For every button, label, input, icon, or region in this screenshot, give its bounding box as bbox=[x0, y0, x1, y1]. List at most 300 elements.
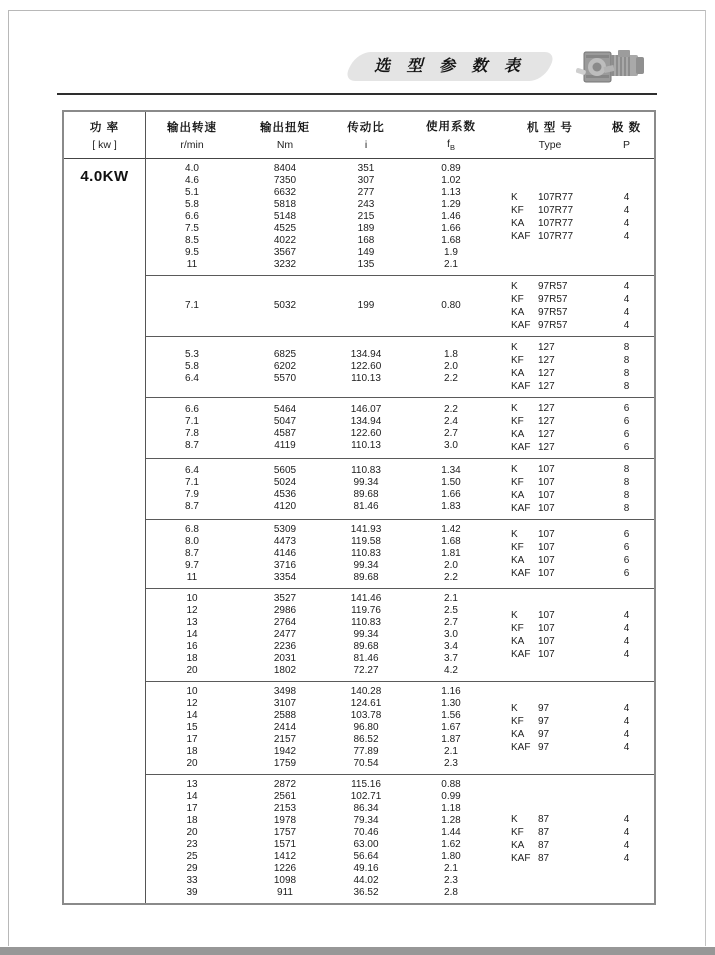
torque-value: 2588 bbox=[273, 710, 297, 721]
type-model: 107R77 bbox=[538, 218, 574, 229]
table-row-group bbox=[145, 275, 654, 336]
torque-value: 3107 bbox=[273, 698, 297, 709]
poles-value: 6 bbox=[623, 429, 630, 440]
torque-value: 2153 bbox=[273, 803, 297, 814]
type-value bbox=[511, 402, 599, 415]
type-model: 107 bbox=[538, 503, 555, 514]
ratio-value: 96.80 bbox=[353, 722, 379, 733]
ratio-value: 77.89 bbox=[353, 746, 379, 757]
poles-value: 8 bbox=[623, 368, 630, 379]
type-value bbox=[511, 217, 599, 230]
ratio-value: 119.76 bbox=[351, 605, 381, 616]
rpm-value: 5.8 bbox=[185, 199, 199, 210]
rpm-value: 14 bbox=[186, 629, 198, 640]
type-value bbox=[511, 728, 599, 741]
table-row-group bbox=[145, 588, 654, 681]
torque-value: 2477 bbox=[273, 629, 297, 640]
torque-value: 4119 bbox=[274, 440, 296, 451]
rpm-value-stack bbox=[145, 465, 239, 513]
service-factor-value: 1.83 bbox=[441, 501, 461, 512]
type-stack bbox=[501, 813, 599, 865]
power-column bbox=[64, 159, 145, 903]
ratio-value: 103.78 bbox=[350, 710, 382, 721]
service-factor-value-stack bbox=[401, 779, 501, 899]
type-value bbox=[511, 476, 599, 489]
torque-value: 5818 bbox=[273, 199, 297, 210]
torque-value: 6825 bbox=[273, 349, 297, 360]
ratio-value: 119.58 bbox=[351, 536, 381, 547]
ratio-value: 351 bbox=[357, 163, 375, 174]
poles-value: 4 bbox=[623, 716, 630, 727]
type-prefix: KA bbox=[511, 429, 525, 440]
type-prefix: KAF bbox=[511, 503, 531, 514]
type-stack bbox=[501, 609, 599, 661]
type-value bbox=[511, 204, 599, 217]
rpm-value: 8.7 bbox=[185, 501, 199, 512]
rpm-value: 12 bbox=[186, 605, 198, 616]
torque-value: 3716 bbox=[273, 560, 297, 571]
rpm-value: 6.6 bbox=[185, 404, 199, 415]
torque-value: 2031 bbox=[273, 653, 297, 664]
rpm-value-stack bbox=[145, 163, 239, 271]
type-stack bbox=[501, 528, 599, 580]
poles-value: 4 bbox=[623, 827, 630, 838]
poles-value: 6 bbox=[623, 555, 630, 566]
type-model: 127 bbox=[538, 342, 555, 353]
type-value bbox=[511, 415, 599, 428]
service-factor-value-stack bbox=[401, 163, 501, 271]
type-prefix: K bbox=[511, 281, 518, 292]
poles-value: 4 bbox=[623, 742, 630, 753]
type-value bbox=[511, 648, 599, 661]
type-model: 107 bbox=[538, 636, 555, 647]
rpm-value: 7.5 bbox=[185, 223, 199, 234]
rpm-value: 4.6 bbox=[185, 175, 199, 186]
ratio-value: 49.16 bbox=[353, 863, 379, 874]
ratio-value: 102.71 bbox=[350, 791, 382, 802]
service-factor-value: 2.3 bbox=[444, 875, 458, 886]
page-edge-left bbox=[8, 10, 9, 946]
header-ratio: 传动比 i bbox=[347, 122, 385, 151]
poles-value: 8 bbox=[623, 355, 630, 366]
header-poles: 极 数 P bbox=[611, 122, 642, 151]
service-factor-value: 1.87 bbox=[441, 734, 461, 745]
ratio-value-stack bbox=[331, 349, 401, 385]
torque-value-stack bbox=[239, 404, 331, 452]
poles-value: 6 bbox=[623, 416, 630, 427]
torque-value-stack bbox=[239, 300, 331, 312]
ratio-value-stack bbox=[331, 593, 401, 677]
poles-value: 4 bbox=[623, 729, 630, 740]
type-value bbox=[511, 622, 599, 635]
type-model: 127 bbox=[538, 368, 555, 379]
type-model: 107R77 bbox=[538, 192, 574, 203]
type-model: 107 bbox=[538, 623, 555, 634]
type-model: 97R57 bbox=[538, 281, 568, 292]
type-stack bbox=[501, 463, 599, 515]
torque-value: 1098 bbox=[273, 875, 297, 886]
torque-value: 1802 bbox=[273, 665, 297, 676]
ratio-value: 141.93 bbox=[350, 524, 382, 535]
rpm-value: 18 bbox=[186, 815, 198, 826]
type-prefix: KF bbox=[511, 355, 524, 366]
torque-value: 3498 bbox=[273, 686, 297, 697]
service-factor-value-stack bbox=[401, 404, 501, 452]
type-value bbox=[511, 380, 599, 393]
rpm-value: 39 bbox=[186, 887, 198, 898]
poles-value: 4 bbox=[623, 814, 630, 825]
type-model: 107 bbox=[538, 568, 555, 579]
selection-parameter-table bbox=[62, 110, 656, 905]
ratio-value: 110.83 bbox=[351, 548, 381, 559]
page-edge-right bbox=[705, 10, 706, 946]
service-factor-value-stack bbox=[401, 349, 501, 385]
type-model: 107R77 bbox=[538, 205, 574, 216]
ratio-value-stack bbox=[331, 686, 401, 770]
poles-value: 4 bbox=[623, 636, 630, 647]
ratio-value: 307 bbox=[357, 175, 375, 186]
rpm-value: 29 bbox=[186, 863, 198, 874]
header-type: 机 型 号 Type bbox=[527, 122, 573, 151]
service-factor-value: 1.28 bbox=[441, 815, 461, 826]
rpm-value-stack bbox=[145, 593, 239, 677]
service-factor-value: 1.80 bbox=[441, 851, 461, 862]
poles-value: 6 bbox=[623, 568, 630, 579]
rpm-value: 14 bbox=[186, 710, 198, 721]
service-factor-value: 2.1 bbox=[444, 593, 458, 604]
ratio-value: 141.46 bbox=[350, 593, 382, 604]
ratio-value: 124.61 bbox=[350, 698, 382, 709]
ratio-value: 122.60 bbox=[350, 428, 382, 439]
type-prefix: KA bbox=[511, 218, 525, 229]
header-output-torque: 输出扭矩 Nm bbox=[260, 122, 310, 151]
service-factor-value: 2.7 bbox=[444, 617, 458, 628]
rpm-value: 8.7 bbox=[185, 548, 199, 559]
torque-value: 1759 bbox=[273, 758, 297, 769]
type-model: 107 bbox=[538, 490, 555, 501]
torque-value: 3354 bbox=[273, 572, 297, 583]
poles-value: 4 bbox=[623, 853, 630, 864]
ratio-value: 110.83 bbox=[351, 617, 381, 628]
poles-value: 4 bbox=[623, 218, 630, 229]
table-row-group bbox=[145, 774, 654, 903]
type-prefix: K bbox=[511, 814, 518, 825]
rpm-value: 17 bbox=[186, 803, 198, 814]
table-header-row bbox=[64, 112, 654, 159]
rpm-value: 20 bbox=[186, 665, 198, 676]
rpm-value: 8.5 bbox=[185, 235, 199, 246]
service-factor-value: 0.89 bbox=[441, 163, 461, 174]
header-power: 功 率 [ kw ] bbox=[89, 122, 120, 151]
service-factor-value: 1.56 bbox=[441, 710, 461, 721]
type-model: 107 bbox=[538, 610, 555, 621]
type-prefix: KF bbox=[511, 827, 524, 838]
type-value bbox=[511, 554, 599, 567]
poles-stack bbox=[599, 341, 654, 393]
service-factor-value: 2.1 bbox=[444, 746, 458, 757]
service-factor-value: 3.0 bbox=[444, 629, 458, 640]
rpm-value: 7.9 bbox=[185, 489, 199, 500]
ratio-value: 70.46 bbox=[353, 827, 379, 838]
table-row-group bbox=[145, 681, 654, 774]
rpm-value: 18 bbox=[186, 746, 198, 757]
page-title-banner bbox=[342, 52, 557, 81]
service-factor-value: 0.88 bbox=[441, 779, 461, 790]
poles-value: 4 bbox=[623, 192, 630, 203]
service-factor-value: 1.66 bbox=[441, 489, 461, 500]
ratio-value: 168 bbox=[357, 235, 375, 246]
service-factor-value-stack bbox=[401, 300, 501, 312]
table-row-group bbox=[145, 397, 654, 458]
type-value bbox=[511, 341, 599, 354]
type-prefix: K bbox=[511, 342, 518, 353]
service-factor-value: 1.34 bbox=[441, 465, 461, 476]
service-factor-value: 1.67 bbox=[441, 722, 461, 733]
rpm-value: 10 bbox=[186, 593, 198, 604]
type-prefix: K bbox=[511, 703, 518, 714]
rpm-value: 17 bbox=[186, 734, 198, 745]
torque-value: 2986 bbox=[273, 605, 297, 616]
type-prefix: KAF bbox=[511, 320, 531, 331]
torque-value-stack bbox=[239, 163, 331, 271]
type-value bbox=[511, 609, 599, 622]
rpm-value: 5.3 bbox=[185, 349, 199, 360]
ratio-value-stack bbox=[331, 779, 401, 899]
page-bottom-band bbox=[0, 947, 715, 955]
type-model: 107 bbox=[538, 555, 555, 566]
service-factor-value: 2.8 bbox=[444, 887, 458, 898]
ratio-value-stack bbox=[331, 163, 401, 271]
table-row-group bbox=[145, 519, 654, 588]
type-model: 97 bbox=[538, 742, 550, 753]
type-model: 97 bbox=[538, 703, 550, 714]
rpm-value: 16 bbox=[186, 641, 198, 652]
type-value bbox=[511, 428, 599, 441]
rpm-value: 15 bbox=[186, 722, 198, 733]
service-factor-value: 1.44 bbox=[441, 827, 461, 838]
service-factor-value: 1.8 bbox=[444, 349, 458, 360]
type-model: 127 bbox=[538, 381, 555, 392]
rpm-value: 23 bbox=[186, 839, 198, 850]
rpm-value: 10 bbox=[186, 686, 198, 697]
rpm-value: 8.0 bbox=[185, 536, 199, 547]
type-model: 97 bbox=[538, 729, 550, 740]
type-model: 107 bbox=[538, 477, 555, 488]
type-prefix: K bbox=[511, 610, 518, 621]
type-value bbox=[511, 826, 599, 839]
service-factor-value: 2.2 bbox=[444, 572, 458, 583]
ratio-value: 277 bbox=[357, 187, 375, 198]
poles-stack bbox=[599, 402, 654, 454]
ratio-value: 110.83 bbox=[351, 465, 381, 476]
rpm-value: 6.8 bbox=[185, 524, 199, 535]
service-factor-value-stack bbox=[401, 686, 501, 770]
torque-value: 2236 bbox=[273, 641, 297, 652]
ratio-value: 140.28 bbox=[350, 686, 382, 697]
service-factor-value: 1.9 bbox=[444, 247, 458, 258]
service-factor-value: 3.4 bbox=[444, 641, 458, 652]
ratio-value-stack bbox=[331, 524, 401, 584]
type-prefix: KF bbox=[511, 716, 524, 727]
poles-stack bbox=[599, 813, 654, 865]
torque-value-stack bbox=[239, 779, 331, 899]
power-column-divider bbox=[145, 112, 146, 903]
rpm-value: 25 bbox=[186, 851, 198, 862]
ratio-value: 56.64 bbox=[353, 851, 379, 862]
type-stack bbox=[501, 191, 599, 243]
type-value bbox=[511, 306, 599, 319]
service-factor-value: 2.5 bbox=[444, 605, 458, 616]
rpm-value: 18 bbox=[186, 653, 198, 664]
ratio-value: 199 bbox=[357, 300, 375, 311]
type-prefix: KA bbox=[511, 490, 525, 501]
type-prefix: KAF bbox=[511, 442, 531, 453]
service-factor-value: 1.42 bbox=[441, 524, 461, 535]
type-prefix: K bbox=[511, 403, 518, 414]
torque-value: 5605 bbox=[273, 465, 297, 476]
service-factor-value: 1.81 bbox=[441, 548, 461, 559]
type-prefix: KAF bbox=[511, 568, 531, 579]
torque-value-stack bbox=[239, 465, 331, 513]
type-prefix: KAF bbox=[511, 231, 531, 242]
type-value bbox=[511, 702, 599, 715]
rpm-value: 20 bbox=[186, 827, 198, 838]
service-factor-value: 1.02 bbox=[441, 175, 461, 186]
ratio-value: 110.13 bbox=[351, 373, 381, 384]
type-value bbox=[511, 502, 599, 515]
service-factor-value: 4.2 bbox=[444, 665, 458, 676]
poles-value: 4 bbox=[623, 320, 630, 331]
rpm-value-stack bbox=[145, 524, 239, 584]
poles-value: 4 bbox=[623, 840, 630, 851]
type-prefix: KA bbox=[511, 840, 525, 851]
torque-value: 1942 bbox=[273, 746, 297, 757]
poles-value: 4 bbox=[623, 231, 630, 242]
type-model: 127 bbox=[538, 355, 555, 366]
poles-value: 4 bbox=[623, 307, 630, 318]
torque-value: 1226 bbox=[273, 863, 297, 874]
service-factor-value: 3.0 bbox=[444, 440, 458, 451]
torque-value: 5032 bbox=[273, 300, 297, 311]
table-body bbox=[64, 159, 654, 903]
type-prefix: KAF bbox=[511, 649, 531, 660]
service-factor-value: 2.7 bbox=[444, 428, 458, 439]
type-value bbox=[511, 319, 599, 332]
poles-stack bbox=[599, 191, 654, 243]
type-prefix: KAF bbox=[511, 381, 531, 392]
type-value bbox=[511, 367, 599, 380]
poles-value: 6 bbox=[623, 442, 630, 453]
rpm-value: 20 bbox=[186, 758, 198, 769]
torque-value: 5047 bbox=[273, 416, 297, 427]
power-value: 4.0KW bbox=[80, 168, 129, 185]
rpm-value: 14 bbox=[186, 791, 198, 802]
rpm-value: 13 bbox=[186, 617, 198, 628]
ratio-value: 81.46 bbox=[353, 501, 379, 512]
type-prefix: K bbox=[511, 192, 518, 203]
torque-value: 6632 bbox=[273, 187, 297, 198]
poles-value: 8 bbox=[623, 490, 630, 501]
rpm-value: 6.4 bbox=[185, 465, 199, 476]
rpm-value: 11 bbox=[186, 572, 198, 583]
poles-value: 4 bbox=[623, 649, 630, 660]
ratio-value: 99.34 bbox=[353, 477, 379, 488]
ratio-value: 86.52 bbox=[353, 734, 379, 745]
rpm-value-stack bbox=[145, 404, 239, 452]
poles-value: 4 bbox=[623, 205, 630, 216]
ratio-value: 79.34 bbox=[353, 815, 379, 826]
ratio-value: 243 bbox=[357, 199, 375, 210]
rpm-value: 5.8 bbox=[185, 361, 199, 372]
ratio-value-stack bbox=[331, 465, 401, 513]
type-value bbox=[511, 230, 599, 243]
torque-value: 8404 bbox=[273, 163, 297, 174]
type-value bbox=[511, 489, 599, 502]
rpm-value: 4.0 bbox=[185, 163, 199, 174]
service-factor-value: 1.62 bbox=[441, 839, 461, 850]
type-model: 107 bbox=[538, 529, 555, 540]
torque-value: 4587 bbox=[273, 428, 297, 439]
header-rule bbox=[57, 93, 657, 95]
service-factor-value-stack bbox=[401, 593, 501, 677]
rpm-value: 13 bbox=[186, 779, 198, 790]
type-value bbox=[511, 280, 599, 293]
type-value bbox=[511, 813, 599, 826]
page-edge-top bbox=[8, 10, 706, 11]
page-title: 选 型 参 数 表 bbox=[374, 58, 526, 75]
type-prefix: KF bbox=[511, 623, 524, 634]
type-prefix: KA bbox=[511, 636, 525, 647]
rpm-value: 6.6 bbox=[185, 211, 199, 222]
type-model: 107 bbox=[538, 649, 555, 660]
torque-value: 1978 bbox=[273, 815, 297, 826]
service-factor-value: 2.1 bbox=[444, 259, 458, 270]
torque-value-stack bbox=[239, 593, 331, 677]
ratio-value: 122.60 bbox=[350, 361, 382, 372]
gearmotor-photo bbox=[576, 42, 650, 92]
ratio-value: 115.16 bbox=[351, 779, 381, 790]
type-stack bbox=[501, 280, 599, 332]
torque-value: 1571 bbox=[273, 839, 297, 850]
type-prefix: KF bbox=[511, 205, 524, 216]
service-factor-value-stack bbox=[401, 465, 501, 513]
torque-value: 2764 bbox=[273, 617, 297, 628]
rpm-value: 9.5 bbox=[185, 247, 199, 258]
rpm-value: 7.8 bbox=[185, 428, 199, 439]
ratio-value: 149 bbox=[357, 247, 375, 258]
ratio-value: 86.34 bbox=[353, 803, 379, 814]
poles-value: 4 bbox=[623, 294, 630, 305]
type-prefix: KF bbox=[511, 477, 524, 488]
torque-value: 4525 bbox=[273, 223, 297, 234]
torque-value: 3232 bbox=[273, 259, 297, 270]
ratio-value: 135 bbox=[357, 259, 375, 270]
ratio-value: 99.34 bbox=[353, 560, 379, 571]
poles-value: 8 bbox=[623, 464, 630, 475]
type-prefix: KA bbox=[511, 307, 525, 318]
ratio-value: 89.68 bbox=[353, 489, 379, 500]
type-model: 87 bbox=[538, 814, 550, 825]
type-model: 97R57 bbox=[538, 320, 568, 331]
type-model: 97R57 bbox=[538, 307, 568, 318]
service-factor-value: 1.66 bbox=[441, 223, 461, 234]
table-row-group bbox=[145, 458, 654, 519]
poles-stack bbox=[599, 609, 654, 661]
service-factor-value: 2.0 bbox=[444, 361, 458, 372]
poles-value: 6 bbox=[623, 529, 630, 540]
ratio-value: 36.52 bbox=[353, 887, 379, 898]
torque-value-stack bbox=[239, 686, 331, 770]
